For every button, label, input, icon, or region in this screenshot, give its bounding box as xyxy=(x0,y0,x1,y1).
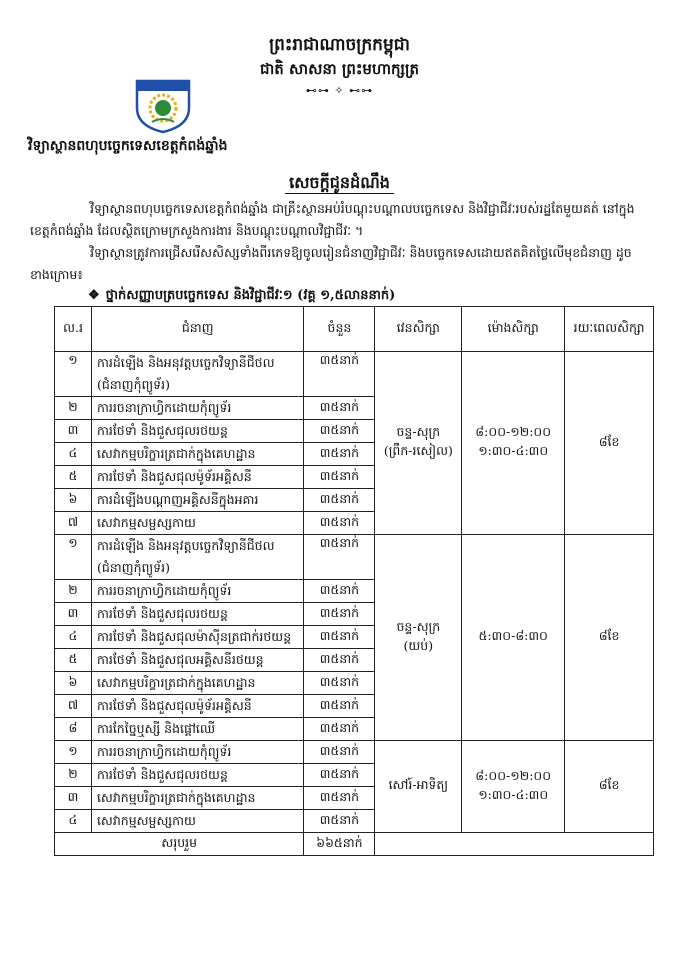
row-skill xyxy=(91,718,304,741)
table-header-row xyxy=(55,307,654,352)
hours-cell xyxy=(462,352,565,535)
duration-cell: ៨ខែ xyxy=(565,352,654,535)
row-skill xyxy=(91,787,304,810)
notice-title-text: សេចក្តីជូនដំណឹង xyxy=(285,173,394,194)
row-number: ៧ xyxy=(55,695,92,718)
col-header-quantity: ចំនួន xyxy=(304,307,375,352)
row-number: ៦ xyxy=(55,489,92,512)
row-number: ៨ xyxy=(55,718,92,741)
hours-line: ១:៣០-៤:៣០ xyxy=(478,786,549,802)
row-quantity: ៣៥នាក់ xyxy=(304,580,375,603)
row-skill xyxy=(91,535,304,580)
shift-line: (ព្រឹក-រសៀល) xyxy=(383,443,453,458)
row-quantity: ៣៥នាក់ xyxy=(304,512,375,535)
row-number: ២ xyxy=(55,397,92,420)
intro-paragraph: វិទ្យាស្ថានពហុបច្ចេកទេសខេត្តកំពង់ឆ្នាំង ជាគ្រឹះស្ថានអប់រំបណ្តុះបណ្តាលបច្ចេកទេស និងវិជ្ជាជីវៈរបស់រដ្ឋតែមួយគត់ នៅក្នុងខេត្តកំពង់ឆ្នាំង ដែលស្ថិតក្រោមក្រសួងការងារ និងបណ្តុះបណ្តាលវិជ្ជាជីវៈ ។ xyxy=(30,201,635,238)
skill-name-line: (ជំនាញកុំព្យូទ័រ) xyxy=(96,560,170,575)
kingdom-heading: ព្រះរាជាណាចក្រកម្ពុជា xyxy=(269,35,410,55)
skill-name-line: ការរចនាក្រាហ្វិកដោយកុំព្យូទ័រ xyxy=(96,400,232,415)
recruitment-paragraph: វិទ្យាស្ថានត្រូវការជ្រើសរើសសិស្សទាំងពីរភេទឱ្យចូលរៀនជំនាញវិជ្ជាជីវៈ និងបច្ចេកទេសដោយឥតគិតថ្លៃលើមុខជំនាញ ដូចខាងក្រោម៖ xyxy=(30,245,632,282)
row-number: ៤ xyxy=(55,810,92,833)
row-skill xyxy=(91,810,304,833)
row-skill xyxy=(91,352,304,397)
row-skill xyxy=(91,764,304,787)
row-quantity: ៣៥នាក់ xyxy=(304,787,375,810)
shift-line: សៅរ៍-អាទិត្យ xyxy=(388,777,449,792)
shift-cell xyxy=(375,352,462,535)
skill-name-line: សេវាកម្មសម្ផស្សកាយ xyxy=(96,515,196,530)
shift-line: (យប់) xyxy=(403,637,434,653)
table-row xyxy=(55,535,654,580)
row-skill xyxy=(91,420,304,443)
row-quantity: ៣៥នាក់ xyxy=(304,672,375,695)
skill-name-line: ការរចនាក្រាហ្វិកដោយកុំព្យូទ័រ xyxy=(96,744,232,759)
duration-cell: ៨ខែ xyxy=(565,535,654,741)
notice-title xyxy=(0,172,679,196)
hours-cell xyxy=(462,535,565,741)
hours-line: ៥:៣០-៨:៣០ xyxy=(478,628,548,643)
row-quantity: ៣៥នាក់ xyxy=(304,603,375,626)
row-skill xyxy=(91,672,304,695)
hours-line: ៨:០០-១២:០០ xyxy=(475,767,552,783)
row-number: ៣ xyxy=(55,603,92,626)
skill-name-line: ការដំឡើង និងអនុវត្តបច្ចេកវិទ្យានីជីថល xyxy=(96,538,275,553)
skill-name-line: ការកែច្នៃឬស្សី និងផ្តៅឈើ xyxy=(96,721,216,736)
programs-table xyxy=(54,306,654,856)
row-skill xyxy=(91,489,304,512)
skill-name-line: សេវាកម្មបរិក្ខារត្រជាក់ក្នុងគេហដ្ឋាន xyxy=(96,790,256,805)
col-header-hours: ម៉ោងសិក្សា xyxy=(462,307,565,352)
row-number: ១ xyxy=(55,741,92,764)
hours-cell xyxy=(462,741,565,833)
row-skill xyxy=(91,512,304,535)
row-quantity: ៣៥នាក់ xyxy=(304,443,375,466)
row-quantity: ៣៥នាក់ xyxy=(304,810,375,833)
row-quantity: ៣៥នាក់ xyxy=(304,626,375,649)
row-skill xyxy=(91,443,304,466)
row-skill xyxy=(91,603,304,626)
national-motto: ជាតិ សាសនា ព្រះមហាក្សត្រ xyxy=(260,60,419,78)
row-skill xyxy=(91,580,304,603)
diamond-bullet-icon: ❖ xyxy=(88,288,100,303)
row-number: ១ xyxy=(55,352,92,397)
col-header-number: ល.រ xyxy=(55,307,92,352)
skill-name-line: ការថែទាំ និងជួសជុលរថយន្ត xyxy=(96,767,228,782)
total-value: ៦៦៥នាក់ xyxy=(304,833,375,856)
col-header-skill: ជំនាញ xyxy=(91,307,304,352)
section-title: ថ្នាក់សញ្ញាបត្របច្ចេកទេស និងវិជ្ជាជីវៈ១ (វគ្គ ១,៥លាននាក់) xyxy=(105,288,396,303)
hours-line: ១:៣០-៤:៣០ xyxy=(478,443,549,458)
shift-cell xyxy=(375,535,462,741)
row-quantity: ៣៥នាក់ xyxy=(304,489,375,512)
row-number: ២ xyxy=(55,764,92,787)
row-skill xyxy=(91,397,304,420)
ornament-divider: ⊷⊶ ✧ ⊷⊶ xyxy=(305,84,374,97)
skill-name-line: ការថែទាំ និងជួសជុលអគ្គិសនីរថយន្ត xyxy=(96,652,264,667)
row-number: ៥ xyxy=(55,649,92,672)
skill-name-line: ការដំឡើង និងអនុវត្តបច្ចេកវិទ្យានីជីថល xyxy=(96,355,275,370)
duration-cell: ៨ខែ xyxy=(565,741,654,833)
table-row xyxy=(55,741,654,764)
skill-name-line: ការថែទាំ និងជួសជុលម៉ូទ័រអគ្គិសនី xyxy=(96,469,252,484)
row-quantity: ៣៥នាក់ xyxy=(304,535,375,580)
row-number: ១ xyxy=(55,535,92,580)
total-row xyxy=(55,833,654,856)
row-quantity: ៣៥នាក់ xyxy=(304,649,375,672)
skill-name-line: សេវាកម្មបរិក្ខារត្រជាក់ក្នុងគេហដ្ឋាន xyxy=(96,675,256,690)
shift-cell xyxy=(375,741,462,833)
skill-name-line: ការថែទាំ និងជួសជុលម៉ាស៊ីនត្រជាក់រថយន្ត xyxy=(96,629,292,644)
row-number: ៣ xyxy=(55,420,92,443)
row-number: ៦ xyxy=(55,672,92,695)
row-number: ២ xyxy=(55,580,92,603)
table-body xyxy=(55,352,654,856)
skill-name-line: ការថែទាំ និងជួសជុលម៉ូទ័រអគ្គិសនី xyxy=(96,698,252,713)
row-quantity: ៣៥នាក់ xyxy=(304,718,375,741)
col-header-shift: វេនសិក្សា xyxy=(375,307,462,352)
institute-name: វិទ្យាស្ថានពហុបច្ចេកទេសខេត្តកំពង់ឆ្នាំង xyxy=(28,138,228,154)
row-number: ៣ xyxy=(55,787,92,810)
hours-line: ៨:០០-១២:០០ xyxy=(475,424,552,439)
skill-name-line: សេវាកម្មសម្ផស្សកាយ xyxy=(96,813,196,828)
row-skill xyxy=(91,649,304,672)
row-number: ៤ xyxy=(55,443,92,466)
skill-name-line: ការរចនាក្រាហ្វិកដោយកុំព្យូទ័រ xyxy=(96,583,232,598)
skill-name-line: ការថែទាំ និងជួសជុលរថយន្ត xyxy=(96,606,228,621)
row-skill xyxy=(91,626,304,649)
table-row xyxy=(55,352,654,397)
shift-line: ចន្ទ-សុក្រ xyxy=(396,424,441,439)
skill-name-line: (ជំនាញកុំព្យូទ័រ) xyxy=(96,377,170,392)
row-quantity: ៣៥នាក់ xyxy=(304,352,375,397)
col-header-duration: រយៈពេលសិក្សា xyxy=(565,307,654,352)
row-skill xyxy=(91,466,304,489)
row-quantity: ៣៥នាក់ xyxy=(304,695,375,718)
row-skill xyxy=(91,741,304,764)
row-quantity: ៣៥នាក់ xyxy=(304,420,375,443)
row-number: ៧ xyxy=(55,512,92,535)
row-number: ៥ xyxy=(55,466,92,489)
row-number: ៤ xyxy=(55,626,92,649)
skill-name-line: ការថែទាំ និងជួសជុលរថយន្ត xyxy=(96,423,228,438)
skill-name-line: សេវាកម្មបរិក្ខារត្រជាក់ក្នុងគេហដ្ឋាន xyxy=(96,446,256,461)
row-quantity: ៣៥នាក់ xyxy=(304,466,375,489)
total-label: សរុបរួម xyxy=(55,833,304,856)
skill-name-line: ការដំឡើងបណ្តាញអគ្គិសនីក្នុងអគារ xyxy=(96,492,259,507)
institute-logo xyxy=(134,78,192,134)
shift-line: ចន្ទ-សុក្រ xyxy=(396,618,441,634)
row-quantity: ៣៥នាក់ xyxy=(304,764,375,787)
total-empty-cell xyxy=(375,833,654,856)
row-skill xyxy=(91,695,304,718)
row-quantity: ៣៥នាក់ xyxy=(304,741,375,764)
section-heading xyxy=(88,287,395,306)
row-quantity: ៣៥នាក់ xyxy=(304,397,375,420)
